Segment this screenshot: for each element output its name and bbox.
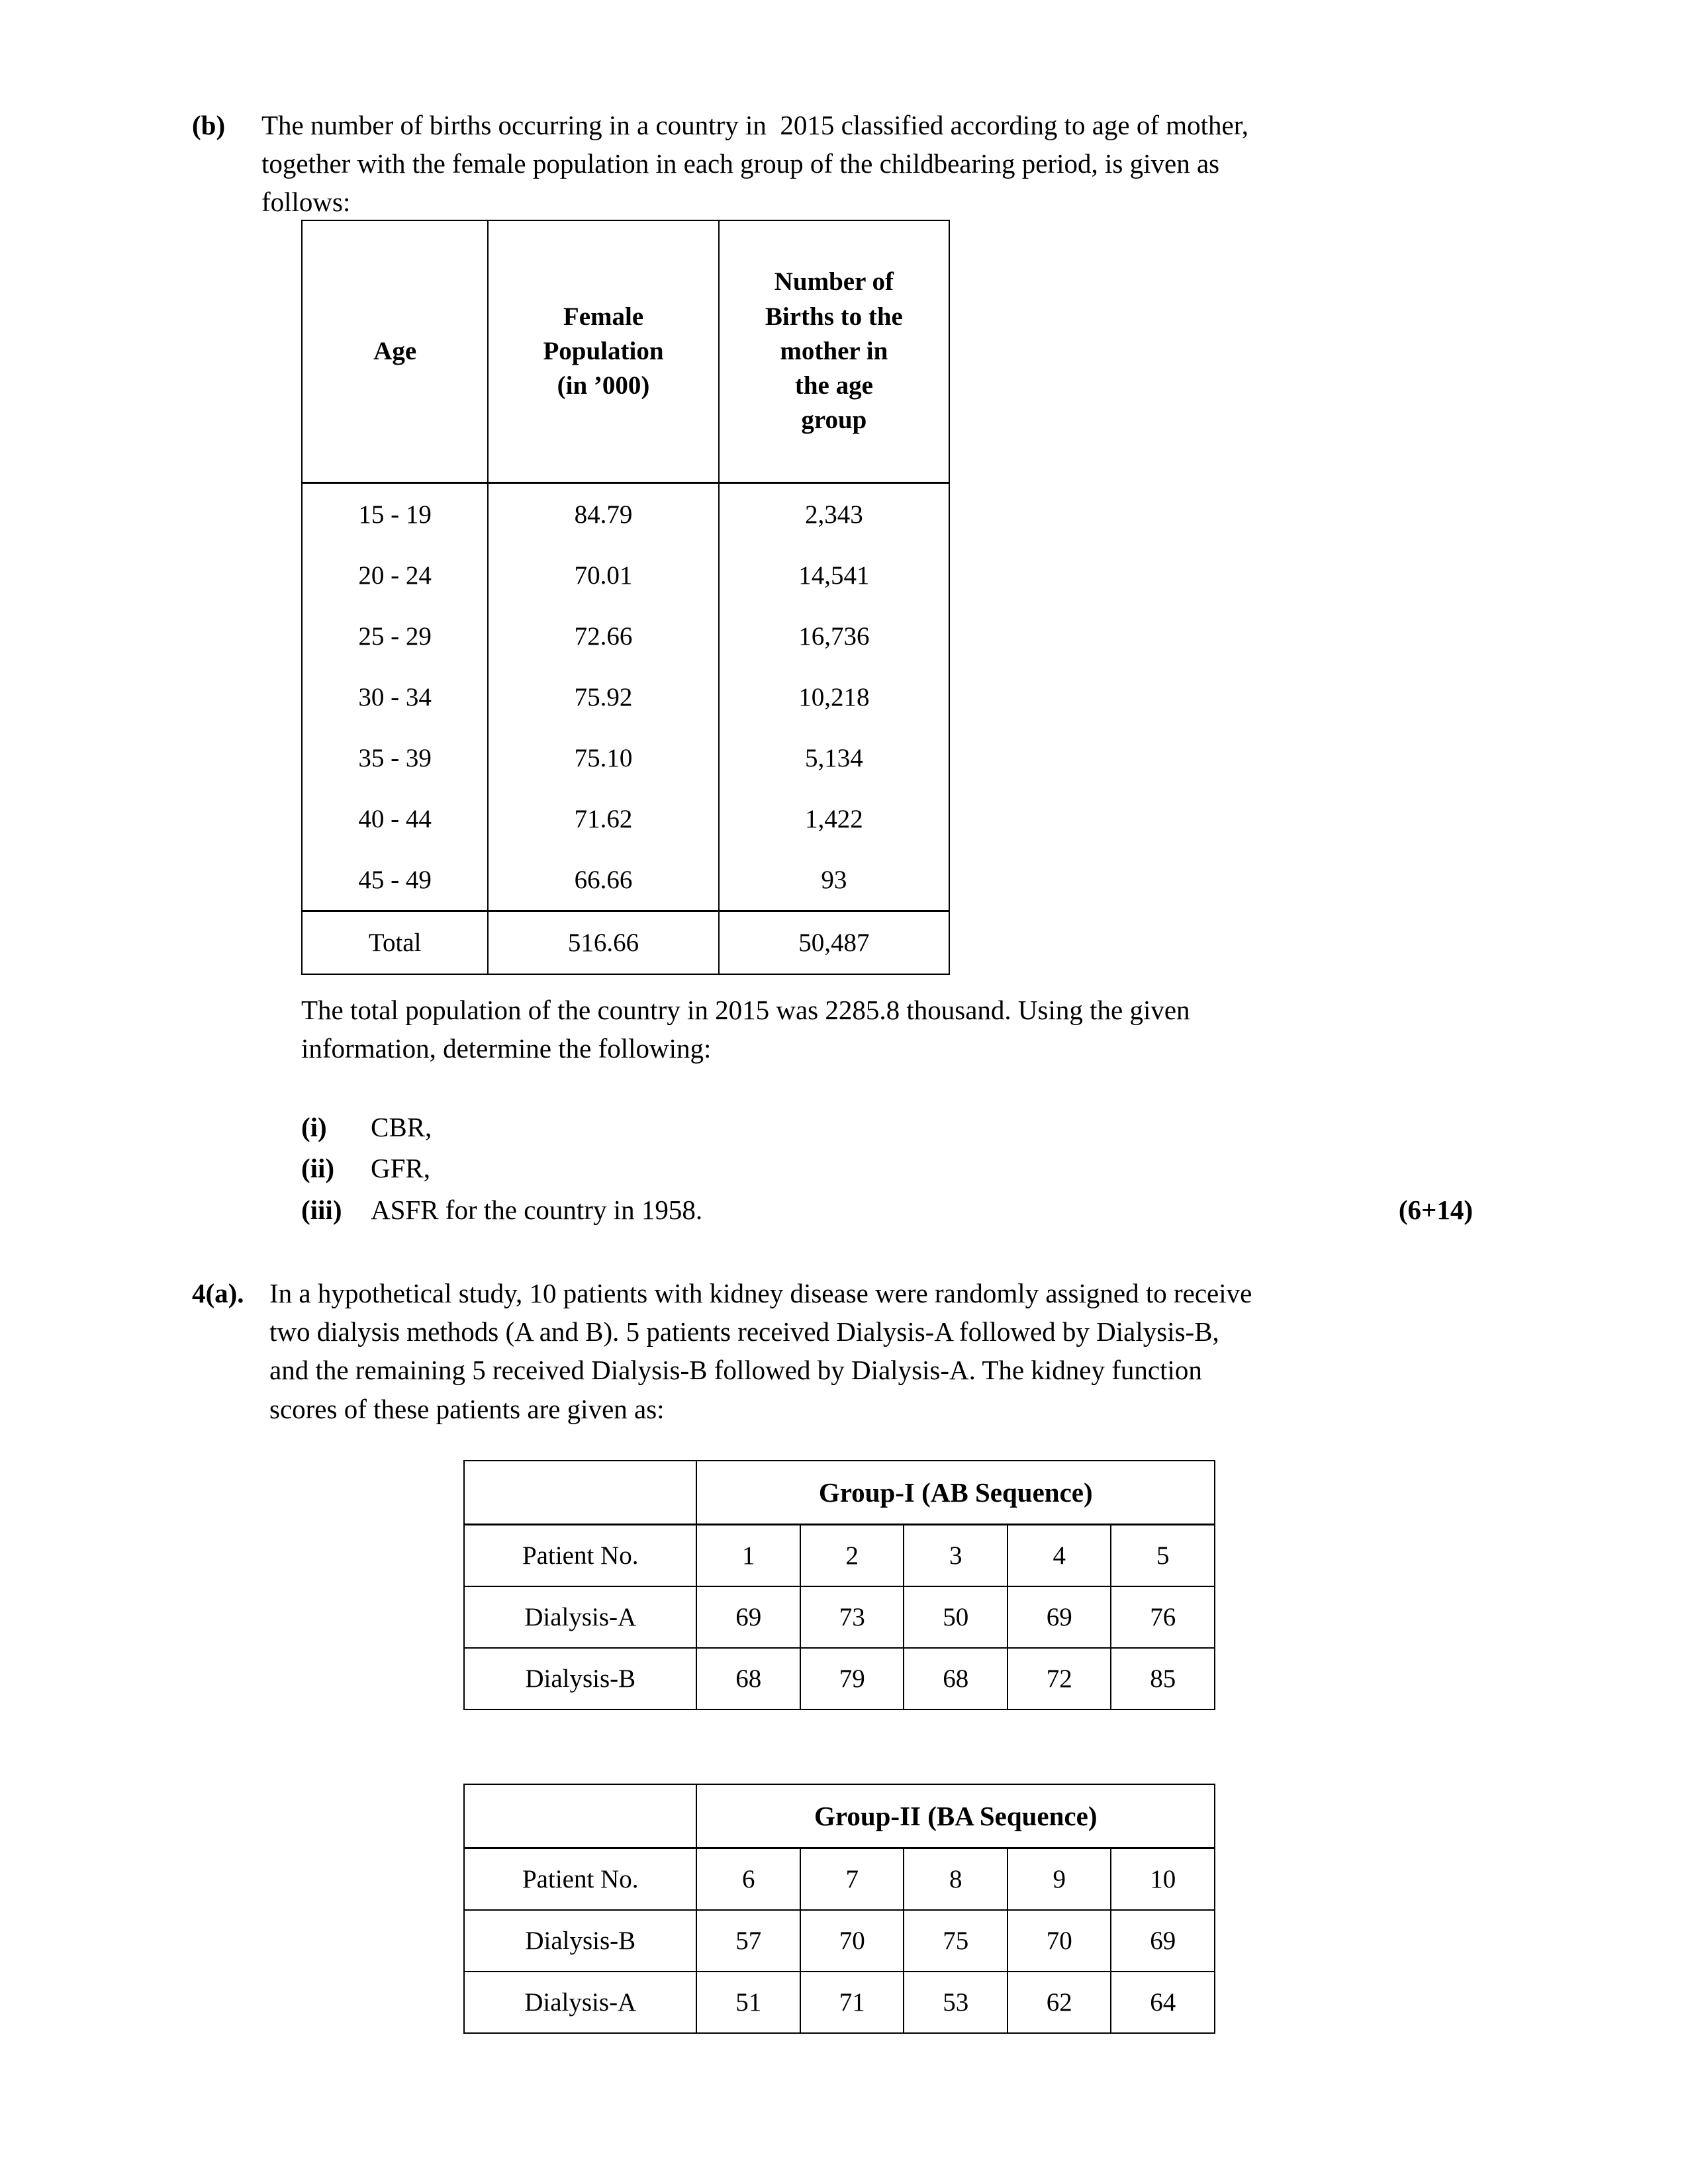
cell-female-population: 66.66 <box>488 849 718 911</box>
question-4a-line-2: two dialysis methods (A and B). 5 patients received Dialysis-A followed by Dialysis-B, <box>269 1316 1219 1347</box>
header-births-line-5: group <box>801 406 867 435</box>
roman-list <box>301 1107 1473 1230</box>
marks-allocation: (6+14) <box>1398 1194 1473 1225</box>
cell-births: 16,736 <box>719 606 949 666</box>
cell-patient-no: 5 <box>1111 1525 1215 1587</box>
cell-patient-no: 9 <box>1008 1848 1111 1911</box>
cell-dialysis-a: 51 <box>696 1972 800 2033</box>
table-row <box>302 727 949 788</box>
cell-dialysis-a: 69 <box>696 1586 800 1648</box>
question-b-label: (b) <box>192 110 226 140</box>
cell-dialysis-a: 64 <box>1111 1972 1215 2033</box>
group1-row-label-patient-no: Patient No. <box>464 1525 696 1587</box>
table-row <box>302 545 949 606</box>
list-item-label: CBR, <box>371 1112 432 1142</box>
cell-dialysis-a: 71 <box>800 1972 904 2033</box>
cell-female-population: 75.10 <box>488 727 718 788</box>
question-b-line-3: follows: <box>261 187 351 218</box>
question-b-text <box>261 106 1470 222</box>
question-b-line-2: together with the female population in each group of the childbearing period, is given as <box>261 148 1220 179</box>
cell-total-female-population: 516.66 <box>488 911 718 975</box>
table-row <box>464 1648 1215 1709</box>
group1-title-row <box>464 1461 1215 1525</box>
cell-age: 20 - 24 <box>302 545 488 606</box>
table-row <box>464 1848 1215 1911</box>
births-table-header-female-population <box>488 220 718 483</box>
cell-age: 15 - 19 <box>302 483 488 545</box>
cell-dialysis-a: 73 <box>800 1586 904 1648</box>
list-item-number: (ii) <box>301 1153 335 1184</box>
cell-age: 40 - 44 <box>302 788 488 849</box>
list-item <box>301 1148 1473 1189</box>
list-item <box>301 1107 1473 1148</box>
table-row <box>302 666 949 727</box>
cell-age: 45 - 49 <box>302 849 488 911</box>
cell-dialysis-b: 69 <box>1111 1910 1215 1972</box>
question-b-line-1: The number of births occurring in a country in 2015 classified according to age of mother, <box>261 110 1248 140</box>
cell-dialysis-b: 70 <box>1008 1910 1111 1972</box>
question-4a-label: 4(a). <box>192 1278 244 1308</box>
group2-row-label-dialysis-a: Dialysis-A <box>464 1972 696 2033</box>
cell-patient-no: 2 <box>800 1525 904 1587</box>
cell-births: 2,343 <box>719 483 949 545</box>
cell-female-population: 70.01 <box>488 545 718 606</box>
cell-dialysis-a: 76 <box>1111 1586 1215 1648</box>
births-table <box>301 220 950 975</box>
cell-dialysis-b: 57 <box>696 1910 800 1972</box>
list-item-label: ASFR for the country in 1958. <box>371 1194 703 1225</box>
question-4a-line-1: In a hypothetical study, 10 patients with kidney disease were randomly assigned to receive <box>269 1278 1252 1308</box>
cell-dialysis-b: 68 <box>696 1648 800 1709</box>
cell-dialysis-b: 75 <box>904 1910 1008 1972</box>
births-table-header-row <box>302 220 949 483</box>
list-item <box>301 1189 1473 1230</box>
cell-female-population: 75.92 <box>488 666 718 727</box>
header-pop-line-2: Population <box>543 336 664 365</box>
cell-births: 1,422 <box>719 788 949 849</box>
cell-patient-no: 4 <box>1008 1525 1111 1587</box>
cell-age: 30 - 34 <box>302 666 488 727</box>
group2-title-row <box>464 1784 1215 1848</box>
list-item-number: (iii) <box>301 1194 342 1225</box>
question-4a <box>192 1274 1470 1428</box>
cell-births: 93 <box>719 849 949 911</box>
group2-row-label-patient-no: Patient No. <box>464 1848 696 1911</box>
question-4a-line-3: and the remaining 5 received Dialysis-B followed by Dialysis-A. The kidney function <box>269 1355 1202 1386</box>
question-b <box>192 106 1470 222</box>
paragraph-total-line-1: The total population of the country in 2015 was 2285.8 thousand. Using the given <box>301 995 1190 1025</box>
group1-row-label-dialysis-a: Dialysis-A <box>464 1586 696 1648</box>
cell-dialysis-b: 72 <box>1008 1648 1111 1709</box>
header-pop-line-3: (in ’000) <box>557 371 650 400</box>
list-item-number: (i) <box>301 1112 327 1142</box>
header-births-line-3: mother in <box>780 336 888 365</box>
table-total-row <box>302 911 949 975</box>
cell-dialysis-b: 85 <box>1111 1648 1215 1709</box>
cell-patient-no: 10 <box>1111 1848 1215 1911</box>
question-4a-line-4: scores of these patients are given as: <box>269 1393 665 1424</box>
group1-row-label-dialysis-b: Dialysis-B <box>464 1648 696 1709</box>
group1-title: Group-I (AB Sequence) <box>696 1461 1215 1525</box>
table-row <box>302 606 949 666</box>
paragraph-total-population <box>301 991 1466 1068</box>
cell-patient-no: 1 <box>696 1525 800 1587</box>
cell-age: 25 - 29 <box>302 606 488 666</box>
cell-age: 35 - 39 <box>302 727 488 788</box>
cell-female-population: 71.62 <box>488 788 718 849</box>
cell-patient-no: 3 <box>904 1525 1008 1587</box>
cell-female-population: 84.79 <box>488 483 718 545</box>
table-row <box>464 1586 1215 1648</box>
group2-corner-cell <box>464 1784 696 1848</box>
cell-births: 5,134 <box>719 727 949 788</box>
header-births-line-2: Births to the <box>765 302 903 331</box>
group2-table <box>463 1784 1215 2034</box>
group1-corner-cell <box>464 1461 696 1525</box>
cell-patient-no: 6 <box>696 1848 800 1911</box>
cell-births: 14,541 <box>719 545 949 606</box>
group2-title: Group-II (BA Sequence) <box>696 1784 1215 1848</box>
table-row <box>302 849 949 911</box>
cell-dialysis-b: 70 <box>800 1910 904 1972</box>
header-births-line-4: the age <box>794 371 873 400</box>
table-row <box>464 1525 1215 1587</box>
cell-dialysis-a: 69 <box>1008 1586 1111 1648</box>
births-table-header-age <box>302 220 488 483</box>
table-row <box>464 1972 1215 2033</box>
cell-dialysis-a: 50 <box>904 1586 1008 1648</box>
table-row <box>302 483 949 545</box>
cell-patient-no: 7 <box>800 1848 904 1911</box>
paragraph-total-text <box>301 991 1466 1068</box>
question-4a-text <box>269 1274 1470 1428</box>
list-item-label: GFR, <box>371 1153 431 1184</box>
table-row <box>464 1910 1215 1972</box>
cell-patient-no: 8 <box>904 1848 1008 1911</box>
cell-dialysis-a: 53 <box>904 1972 1008 2033</box>
cell-total-label: Total <box>302 911 488 975</box>
group1-table <box>463 1460 1215 1710</box>
header-pop-line-1: Female <box>563 302 644 331</box>
cell-dialysis-b: 68 <box>904 1648 1008 1709</box>
cell-female-population: 72.66 <box>488 606 718 666</box>
group2-row-label-dialysis-b: Dialysis-B <box>464 1910 696 1972</box>
paragraph-total-line-2: information, determine the following: <box>301 1033 712 1064</box>
header-births-line-1: Number of <box>774 267 894 296</box>
cell-total-births: 50,487 <box>719 911 949 975</box>
header-age-line-1: Age <box>373 336 417 365</box>
cell-dialysis-b: 79 <box>800 1648 904 1709</box>
births-table-header-number-of-births <box>719 220 949 483</box>
table-row <box>302 788 949 849</box>
cell-dialysis-a: 62 <box>1008 1972 1111 2033</box>
cell-births: 10,218 <box>719 666 949 727</box>
